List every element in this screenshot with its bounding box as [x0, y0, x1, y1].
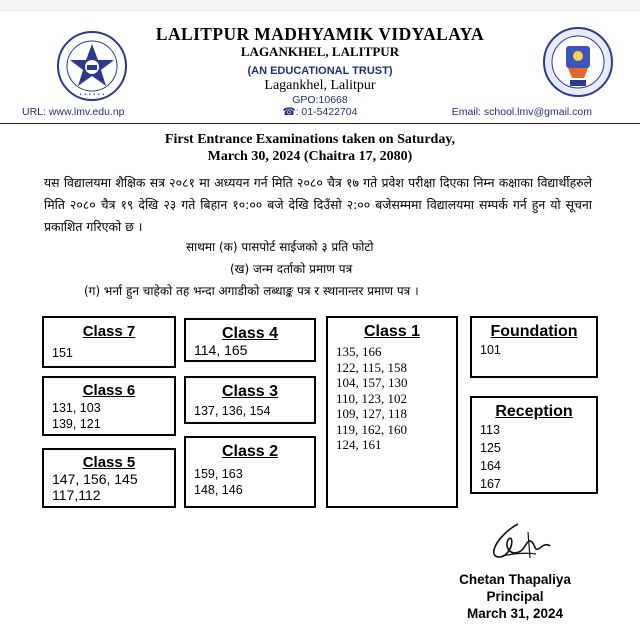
handwritten-signature-icon: [488, 518, 554, 566]
class7-title: Class 7: [82, 323, 136, 340]
reception-numbers: [472, 421, 596, 493]
list-item: 167: [480, 477, 501, 491]
requirement-a: साथमा (क) पासपोर्ट साईजको ३ प्रति फोटो: [186, 240, 374, 254]
list-item: 151: [52, 346, 73, 360]
school-address: LAGANKHEL, LALITPUR: [240, 44, 400, 59]
list-item: 164: [480, 459, 501, 473]
phone-number: ☎: 01-5422704: [282, 106, 358, 118]
class7-numbers: [44, 345, 174, 361]
trust-line: (AN EDUCATIONAL TRUST): [247, 65, 393, 77]
notice-title-line2: March 30, 2024 (Chaitra 17, 2080): [207, 149, 413, 164]
list-item: 135, 166: [336, 344, 382, 359]
class1-numbers: [328, 344, 456, 453]
class3-box: [184, 376, 316, 424]
email-address: Email: school.lmv@gmail.com: [451, 106, 592, 118]
list-item: 101: [480, 343, 501, 357]
list-item: 104, 157, 130: [336, 375, 408, 390]
class4-numbers: [186, 342, 314, 358]
list-item: 119, 162, 160: [336, 421, 408, 437]
class5-box: [42, 448, 176, 508]
class6-numbers: [44, 400, 174, 432]
reception-box: [470, 396, 598, 494]
list-item: 122, 115, 158: [336, 359, 408, 375]
requirement-b: (ख) जन्म दर्ताको प्रमाण पत्र: [230, 262, 353, 276]
svg-text:• • • • • •: • • • • • •: [79, 92, 105, 98]
class5-title: Class 5: [82, 454, 136, 471]
list-item: 125: [480, 441, 501, 455]
school-name: LALITPUR MADHYAMIK VIDYALAYA: [155, 24, 485, 44]
foundation-numbers: [472, 342, 596, 358]
page-top-edge: [0, 0, 640, 11]
list-item: 114, 165: [194, 342, 248, 358]
principal-title: Principal: [486, 589, 544, 604]
list-item: 131, 103: [52, 401, 101, 415]
list-item: 159, 163: [194, 467, 243, 481]
class6-box: [42, 376, 176, 436]
foundation-box: [470, 316, 598, 378]
class2-title: Class 2: [221, 443, 279, 460]
list-item: 147, 156, 145: [52, 471, 138, 487]
foundation-title: Foundation: [490, 323, 578, 340]
class3-title: Class 3: [221, 383, 279, 400]
requirement-c: (ग) भर्ना हुन चाहेको तह भन्दा अगाडीको लब्धाङ्क पत्र र स्थानान्तर प्रमाण पत्र ।: [84, 284, 419, 298]
notice-date: March 31, 2024: [466, 606, 564, 621]
website-url: URL: www.lmv.edu.np: [22, 106, 125, 118]
class2-numbers: [186, 466, 314, 498]
class4-box: [184, 318, 316, 362]
reception-title: Reception: [495, 403, 573, 420]
principal-name: Chetan Thapaliya: [459, 572, 571, 587]
list-item: 148, 146: [194, 483, 243, 497]
list-item: 139, 121: [52, 417, 101, 431]
class4-title: Class 4: [221, 325, 279, 342]
list-item: 113: [480, 423, 500, 437]
class3-numbers: [186, 403, 314, 419]
list-item: 117,112: [52, 487, 101, 503]
list-item: 124, 161: [336, 437, 382, 452]
class7-box: [42, 316, 176, 368]
notice-paragraph: यस विद्यालयमा शैक्षिक सत्र २०८१ मा अध्ययन गर्न मिति २०८० चैत्र १७ गते प्रवेश परीक्षा दिएका निम्न कक्षाका विद्यार्थीहरुले मिति २०८० चैत्र १९ देखि २३ गते बिहान १०:०० बजे देखि दिउँसो २:०० बजेसम्ममा विद्यालयमा सम्पर्क गर्न हुन यो सूचना प्रकाशित गरिएको छ ।: [44, 175, 592, 234]
class1-box: [326, 316, 458, 508]
list-item: 109, 127, 118: [336, 406, 408, 421]
header-divider: [0, 123, 640, 124]
list-item: 110, 123, 102: [336, 390, 408, 406]
class1-title: Class 1: [363, 323, 421, 340]
notice-title-line1: First Entrance Examinations taken on Saturday,: [164, 132, 456, 147]
gpo-number: GPO:10668: [292, 94, 348, 106]
city-line: Lagankhel, Lalitpur: [264, 78, 376, 93]
class6-title: Class 6: [82, 382, 136, 399]
class2-box: [184, 436, 316, 508]
class5-numbers: [44, 471, 174, 503]
list-item: 137, 136, 154: [194, 404, 271, 418]
